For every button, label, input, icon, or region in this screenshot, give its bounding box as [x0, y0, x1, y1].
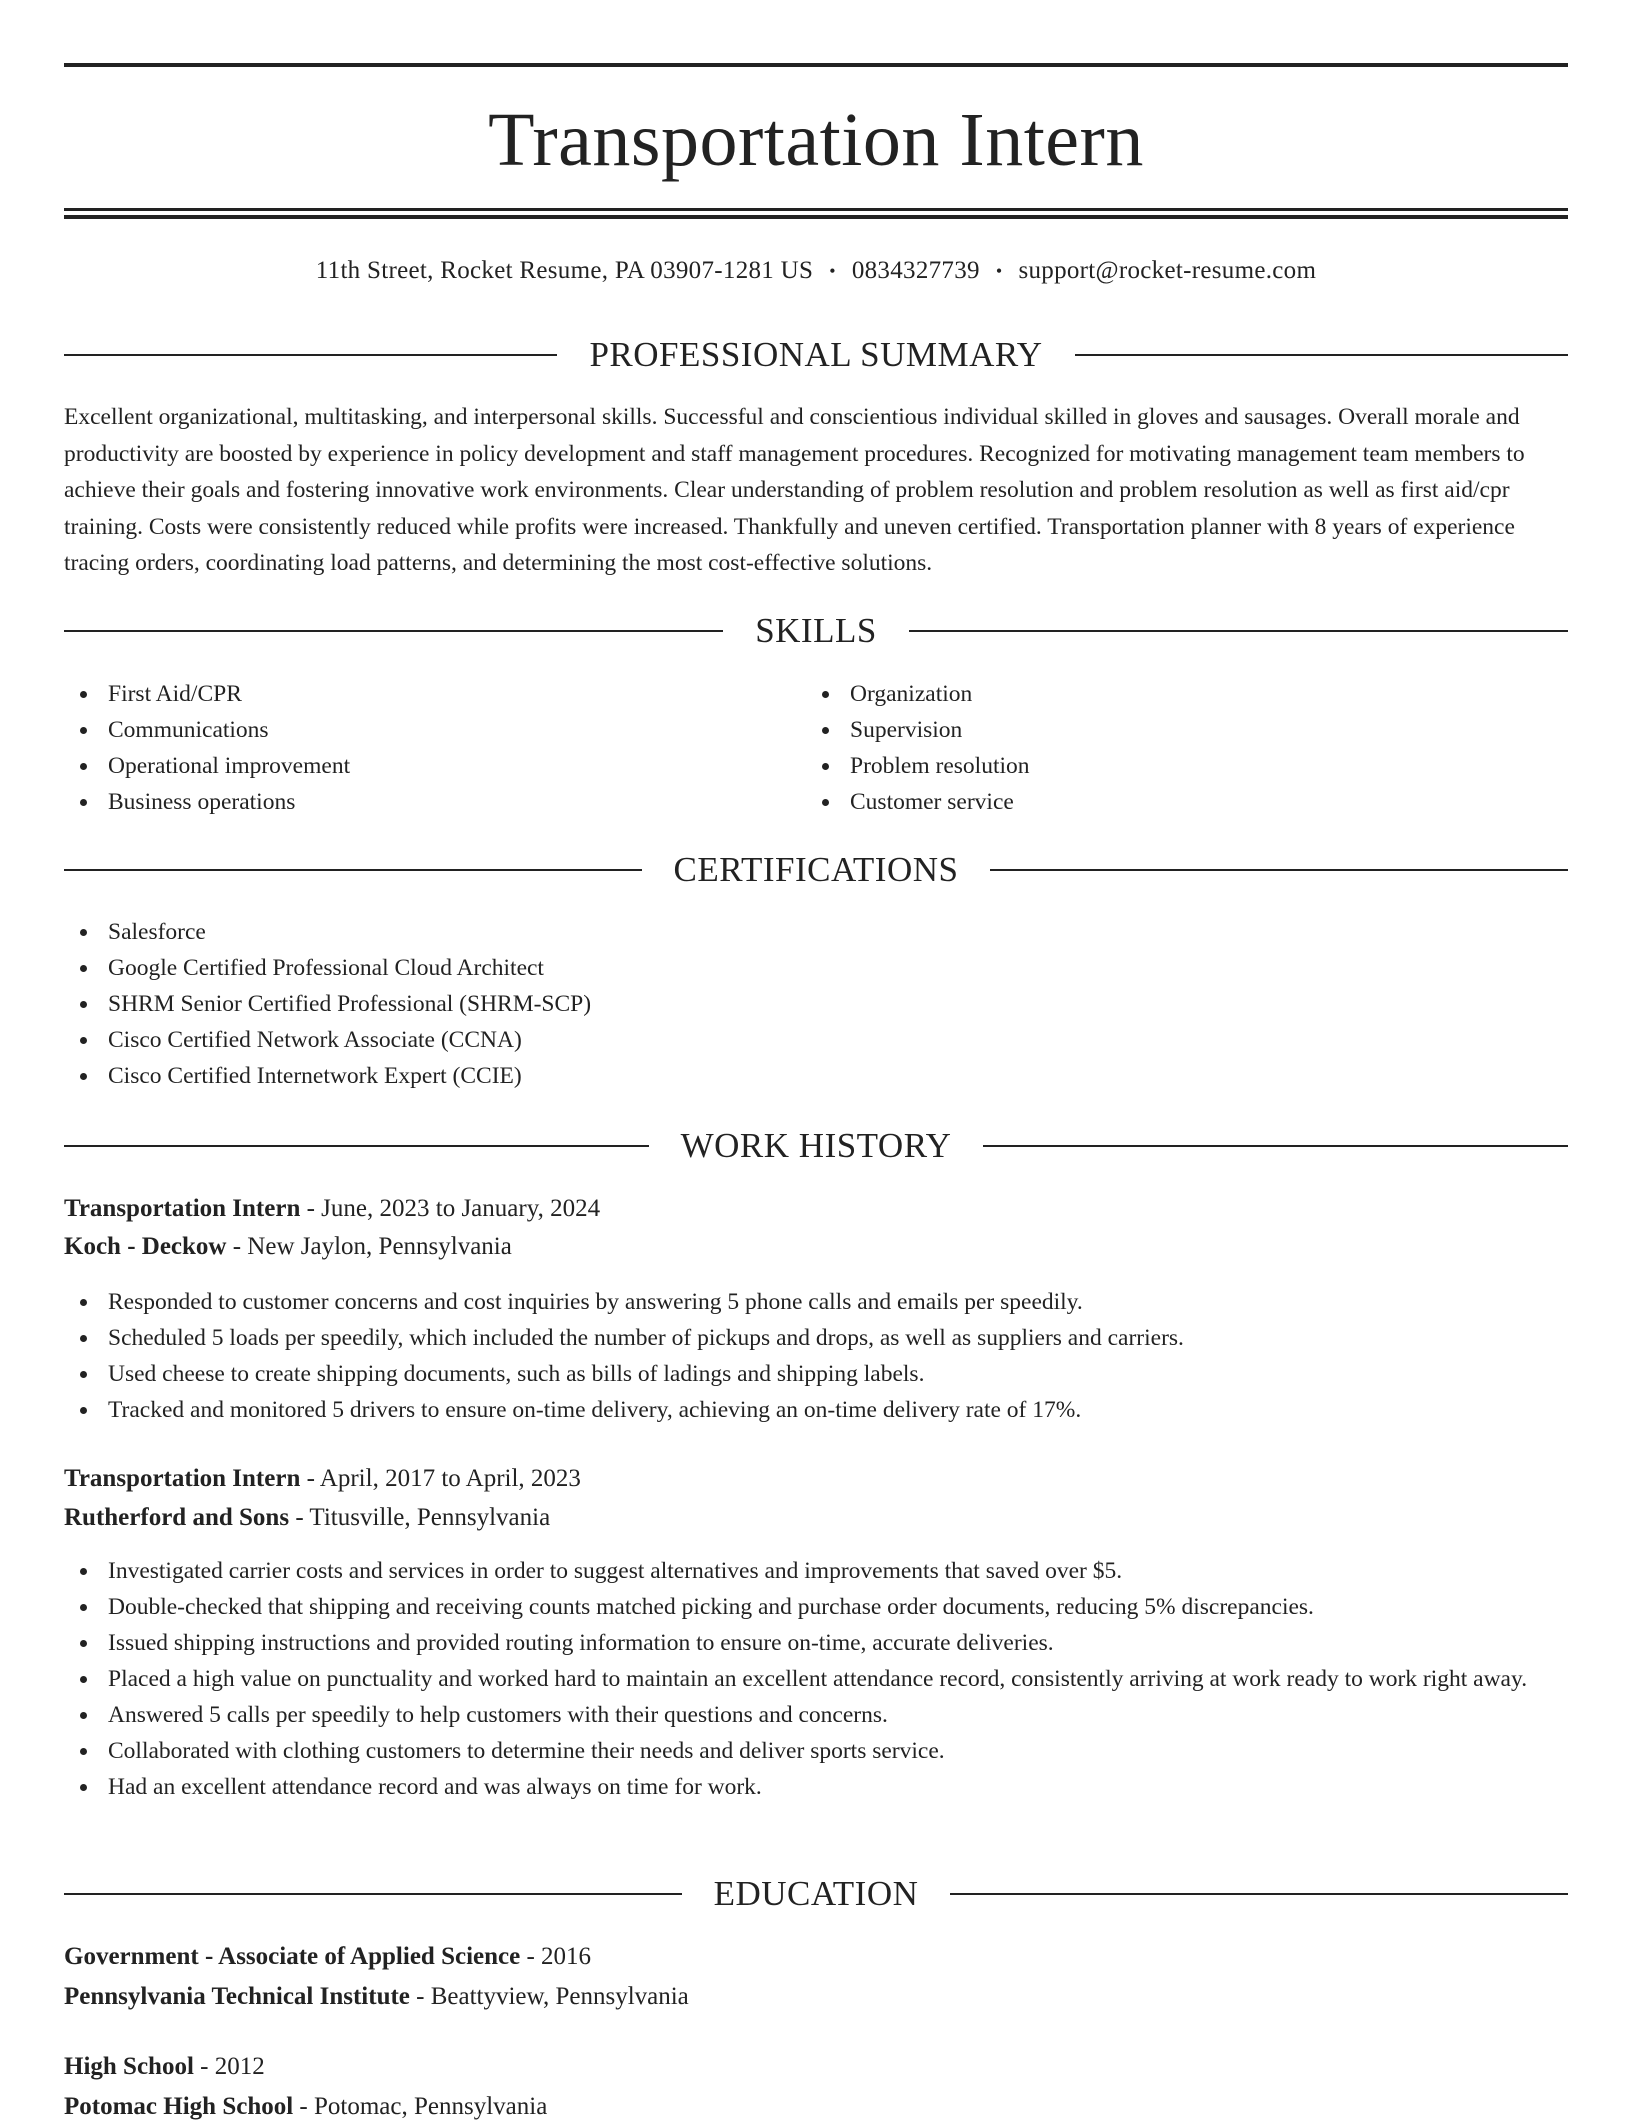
section-title: PROFESSIONAL SUMMARY: [589, 335, 1043, 374]
header-rule-upper: [64, 208, 1568, 211]
heading-rule-right: [909, 630, 1568, 632]
skills-list-right: [806, 676, 1550, 820]
education-location: - Potomac, Pennsylvania: [299, 2093, 548, 2120]
certification-item: Cisco Certified Network Associate (CCNA): [108, 1022, 1568, 1058]
job-duty-item: Used cheese to create shipping documents, such as bills of ladings and shipping labels.: [108, 1356, 1568, 1392]
heading-rule-left: [64, 1893, 682, 1895]
job-duties-list: [64, 1553, 1568, 1805]
job-duty-item: Investigated carrier costs and services in order to suggest alternatives and improvements that saved over $5.: [108, 1553, 1568, 1589]
section-title: EDUCATION: [713, 1874, 919, 1913]
heading-rule-right: [990, 869, 1568, 871]
job-location: - Titusville, Pennsylvania: [295, 1504, 551, 1531]
contact-separator: •: [829, 260, 836, 281]
job-company-line: [64, 1230, 1568, 1264]
job-duty-item: Double-checked that shipping and receiving counts matched picking and purchase order documents, reducing 5% discrepancies.: [108, 1589, 1568, 1625]
skill-item: Communications: [108, 712, 808, 748]
job-title: Transportation Intern: [64, 1195, 301, 1222]
skill-item: Operational improvement: [108, 748, 808, 784]
education-school: Potomac High School: [64, 2093, 294, 2120]
job-duty-item: Answered 5 calls per speedily to help customers with their questions and concerns.: [108, 1697, 1568, 1733]
job-dates: - June, 2023 to January, 2024: [306, 1195, 601, 1222]
education-year: - 2012: [200, 2053, 265, 2080]
skill-item: Supervision: [850, 712, 1550, 748]
job-company-line: [64, 1501, 1568, 1535]
skill-item: Business operations: [108, 784, 808, 820]
job-duty-item: Scheduled 5 loads per speedily, which included the number of pickups and drops, as well as suppliers and carriers.: [108, 1320, 1568, 1356]
job-duty-item: Issued shipping instructions and provided routing information to ensure on-time, accurate deliveries.: [108, 1625, 1568, 1661]
job-title-line: [64, 1462, 1568, 1496]
heading-rule-left: [64, 1145, 649, 1147]
contact-phone: 0834327739: [851, 257, 980, 284]
section-heading-education: [64, 1871, 1568, 1917]
education-school-line: [64, 1980, 1568, 2014]
contact-separator: •: [995, 260, 1003, 281]
section-title: WORK HISTORY: [680, 1126, 952, 1165]
certification-item: Google Certified Professional Cloud Architect: [108, 950, 1568, 986]
job-duty-item: Tracked and monitored 5 drivers to ensure on-time delivery, achieving an on-time delivery rate of 17%.: [108, 1392, 1568, 1428]
contact-line: [64, 254, 1568, 288]
skill-item: First Aid/CPR: [108, 676, 808, 712]
education-degree-line: [64, 1940, 1568, 1974]
education-location: - Beattyview, Pennsylvania: [416, 1983, 689, 2010]
job-title-line: [64, 1192, 1568, 1226]
section-title: CERTIFICATIONS: [673, 850, 959, 889]
skill-item: Organization: [850, 676, 1550, 712]
job-title: Transportation Intern: [64, 1465, 301, 1492]
summary-text: Excellent organizational, multitasking, and interpersonal skills. Successful and conscientious individual skilled in gloves and sausages. Overall morale and productivity are boosted by experience in policy development and staff management procedures. Recognized for motivating management team members to achieve their goals and fostering innovative work environments. Clear understanding of problem resolution and problem resolution as well as first aid/cpr training. Costs were consistently reduced while profits were increased. Thankfully and uneven certified. Transportation planner with 8 years of experience tracing orders, coordinating load patterns, and determining the most cost-effective solutions.: [64, 404, 1525, 576]
job-duty-item: Responded to customer concerns and cost inquiries by answering 5 phone calls and emails per speedily.: [108, 1284, 1568, 1320]
section-title: SKILLS: [755, 611, 877, 650]
job-duty-item: Placed a high value on punctuality and worked hard to maintain an excellent attendance record, consistently arriving at work ready to work right away.: [108, 1661, 1568, 1697]
job-duty-item: Collaborated with clothing customers to determine their needs and deliver sports service.: [108, 1733, 1568, 1769]
education-degree-line: [64, 2050, 1568, 2084]
contact-email: support@rocket-resume.com: [1018, 257, 1317, 284]
heading-rule-left: [64, 630, 723, 632]
section-heading-work-history: [64, 1123, 1568, 1169]
heading-rule-left: [64, 869, 642, 871]
job-duties-list: [64, 1284, 1568, 1428]
skills-list-left: [64, 676, 808, 820]
header-top-rule: [64, 63, 1568, 67]
heading-rule-right: [1075, 354, 1568, 356]
contact-address: 11th Street, Rocket Resume, PA 03907-1281 US: [315, 257, 814, 284]
certification-item: Salesforce: [108, 914, 1568, 950]
heading-rule-right: [950, 1893, 1568, 1895]
section-heading-summary: [64, 332, 1568, 378]
job-dates: - April, 2017 to April, 2023: [306, 1465, 581, 1492]
education-degree: High School: [64, 2053, 194, 2080]
education-school-line: [64, 2090, 1568, 2124]
job-company: Rutherford and Sons: [64, 1504, 290, 1531]
education-school: Pennsylvania Technical Institute: [64, 1983, 410, 2010]
page-title: Transportation Intern: [488, 98, 1144, 182]
certification-item: SHRM Senior Certified Professional (SHRM-SCP): [108, 986, 1568, 1022]
education-degree: Government - Associate of Applied Science: [64, 1943, 521, 1970]
section-heading-certifications: [64, 847, 1568, 893]
section-heading-skills: [64, 608, 1568, 654]
job-duty-item: Had an excellent attendance record and was always on time for work.: [108, 1769, 1568, 1805]
certification-item: Cisco Certified Internetwork Expert (CCIE): [108, 1058, 1568, 1094]
heading-rule-left: [64, 354, 557, 356]
header-rule-lower: [64, 215, 1568, 219]
skill-item: Customer service: [850, 784, 1550, 820]
skill-item: Problem resolution: [850, 748, 1550, 784]
job-company: Koch - Deckow: [64, 1233, 227, 1260]
certifications-list: [64, 914, 1568, 1094]
heading-rule-right: [983, 1145, 1568, 1147]
job-location: - New Jaylon, Pennsylvania: [232, 1233, 512, 1260]
education-year: - 2016: [526, 1943, 592, 1970]
